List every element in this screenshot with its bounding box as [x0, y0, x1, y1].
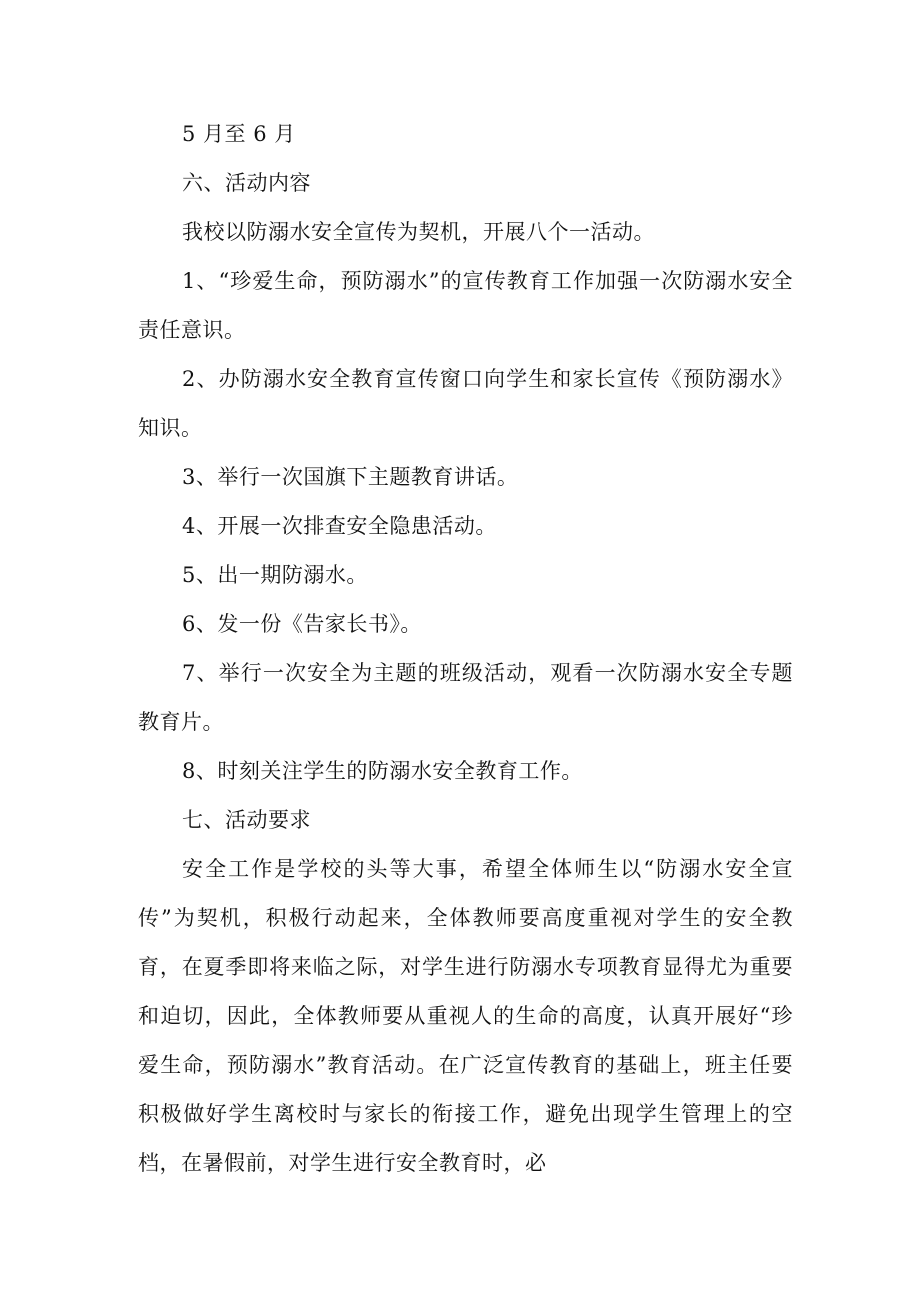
schedule-line: 5 月至 6 月	[182, 122, 296, 146]
activity-item-1: 1、“珍爱生命，预防溺水”的宣传教育工作加强一次防溺水安全责任意识。	[138, 269, 793, 342]
activity-item-2: 2、办防溺水安全教育宣传窗口向学生和家长宣传《预防溺水》知识。	[138, 367, 793, 440]
requirements-body: 安全工作是学校的头等大事，希望全体师生以“防溺水安全宣传”为契机，积极行动起来，全体教师要高度重视对学生的安全教育，在夏季即将来临之际，对学生进行防溺水专项教育显得尤为重要和迫切，因此，全体教师要从重视人的生命的高度，认真开展好“珍爱生命，预防溺水”教育活动。在广泛宣传教育的基础上，班主任要积极做好学生离校时与家长的衔接工作，避免出现学生管理上的空档，在暑假前，对学生进行安全教育时，必	[138, 857, 793, 1175]
activity-intro: 我校以防溺水安全宣传为契机，开展八个一活动。	[182, 220, 655, 244]
activity-item-7: 7、举行一次安全为主题的班级活动，观看一次防溺水安全专题教育片。	[138, 661, 793, 734]
document-page	[138, 110, 793, 1188]
activity-item-4: 4、开展一次排查安全隐患活动。	[182, 514, 497, 538]
activity-item-6: 6、发一份《告家长书》。	[182, 612, 422, 636]
section-heading-activity-content: 六、活动内容	[182, 171, 311, 195]
activity-item-5: 5、出一期防溺水。	[182, 563, 368, 587]
activity-item-8: 8、时刻关注学生的防溺水安全教育工作。	[182, 759, 583, 783]
activity-item-3: 3、举行一次国旗下主题教育讲话。	[182, 465, 519, 489]
section-heading-activity-requirements: 七、活动要求	[182, 808, 311, 832]
